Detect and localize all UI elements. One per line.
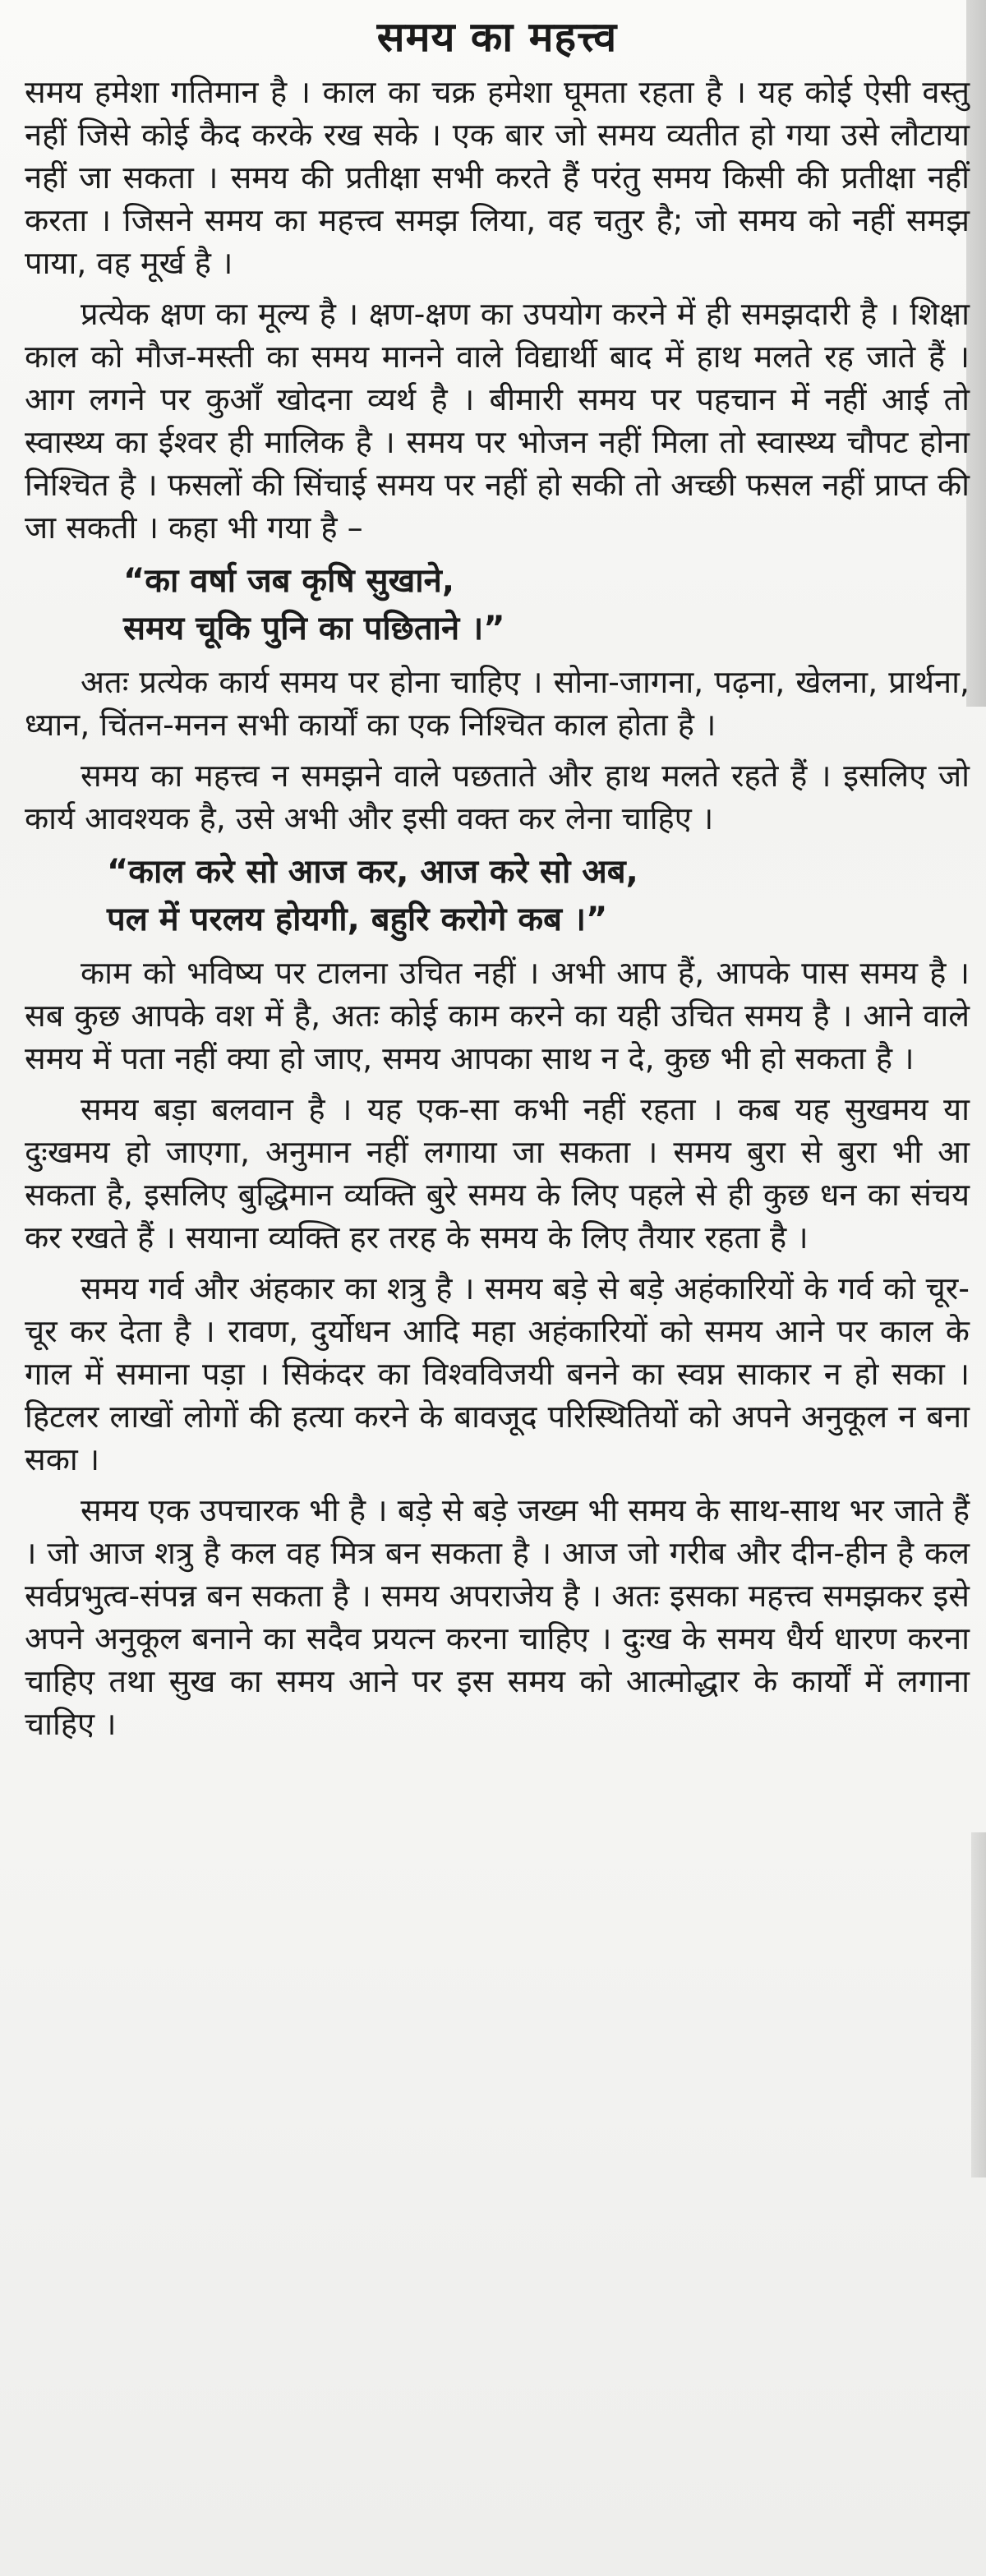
paragraph-2: प्रत्येक क्षण का मूल्य है । क्षण-क्षण का उपयोग करने में ही समझदारी है । शिक्षा काल को मौज-मस्ती का समय मानने वाले विद्यार्थी बाद में हाथ मलते रह जाते हैं । आग लगने पर कुआँ खोदना व्यर्थ है । बीमारी समय पर पहचान में नहीं आई तो स्वास्थ्य का ईश्वर ही मालिक है । समय पर भोजन नहीं मिला तो स्वास्थ्य चौपट होना निश्चित है । फसलों की सिंचाई समय पर नहीं हो सकी तो अच्छी फसल नहीं प्राप्त की जा सकती । कहा भी गया है – <box>25 296 970 546</box>
paragraph-8: समय एक उपचारक भी है । बड़े से बड़े जख्म भी समय के साथ-साथ भर जाते हैं । जो आज शत्रु है कल वह मित्र बन सकता है । आज जो गरीब और दीन-हीन है कल सर्वप्रभुत्व-संपन्न बन सकता है । समय अपराजेय है । अतः इसका महत्त्व समझकर इसे अपने अनुकूल बनाने का सदैव प्रयत्न करना चाहिए । दुःख के समय धैर्य धारण करना चाहिए तथा सुख का समय आने पर इस समय को आत्मोद्धार के कार्यों में लगाना चाहिए । <box>25 1492 970 1742</box>
paragraph-6: समय बड़ा बलवान है । यह एक-सा कभी नहीं रहता । कब यह सुखमय या दुःखमय हो जाएगा, अनुमान नहीं लगाया जा सकता । समय बुरा से बुरा भी आ सकता है, इसलिए बुद्धिमान व्यक्ति बुरे समय के लिए पहले से ही कुछ धन का संचय कर रखते हैं । सयाना व्यक्ति हर तरह के समय के लिए तैयार रहता है । <box>25 1091 970 1256</box>
couplet-1-line-1: “का वर्षा जब कृषि सुखाने, <box>123 562 455 600</box>
couplet-2-line-2: पल में परलय होयगी, बहुरि करोगे कब ।” <box>107 901 608 938</box>
paragraph-1: समय हमेशा गतिमान है । काल का चक्र हमेशा घूमता रहता है । यह कोई ऐसी वस्तु नहीं जिसे कोई कैद करके रख सके । एक बार जो समय व्यतीत हो गया उसे लौटाया नहीं जा सकता । समय की प्रतीक्षा सभी करते हैं परंतु समय किसी की प्रतीक्षा नहीं करता । जिसने समय का महत्त्व समझ लिया, वह चतुर है; जो समय को नहीं समझ पाया, वह मूर्ख है । <box>25 74 970 281</box>
couplet-1 <box>25 557 970 652</box>
paragraph-7: समय गर्व और अंहकार का शत्रु है । समय बड़े से बड़े अहंकारियों के गर्व को चूर-चूर कर देता है । रावण, दुर्योधन आदि महा अहंकारियों को समय आने पर काल के गाल में समाना पड़ा । सिकंदर का विश्वविजयी बनने का स्वप्न साकार न हो सका । हिटलर लाखों लोगों की हत्या करने के बावजूद परिस्थितियों को अपने अनुकूल न बना सका । <box>25 1270 970 1477</box>
paragraph-3: अतः प्रत्येक कार्य समय पर होना चाहिए । सोना-जागना, पढ़ना, खेलना, प्रार्थना, ध्यान, चिंतन-मनन सभी कार्यों का एक निश्चित काल होता है । <box>25 664 970 743</box>
couplet-2 <box>25 848 970 943</box>
essay-title: समय का महत्त्व <box>376 13 618 61</box>
scan-edge-shadow-lower <box>971 1832 986 2177</box>
paragraph-5: काम को भविष्य पर टालना उचित नहीं । अभी आप हैं, आपके पास समय है । सब कुछ आपके वश में है, अतः कोई काम करने का यही उचित समय है । आने वाले समय में पता नहीं क्या हो जाए, समय आपका साथ न दे, कुछ भी हो सकता है । <box>25 955 970 1076</box>
essay-body <box>25 8 970 1753</box>
couplet-1-line-2: समय चूकि पुनि का पछिताने ।” <box>123 610 505 647</box>
couplet-2-line-1: “काल करे सो आज कर, आज करे सो अब, <box>107 853 638 891</box>
paragraph-4: समय का महत्त्व न समझने वाले पछताते और हाथ मलते रहते हैं । इसलिए जो कार्य आवश्यक है, उसे अभी और इसी वक्त कर लेना चाहिए । <box>25 758 970 836</box>
